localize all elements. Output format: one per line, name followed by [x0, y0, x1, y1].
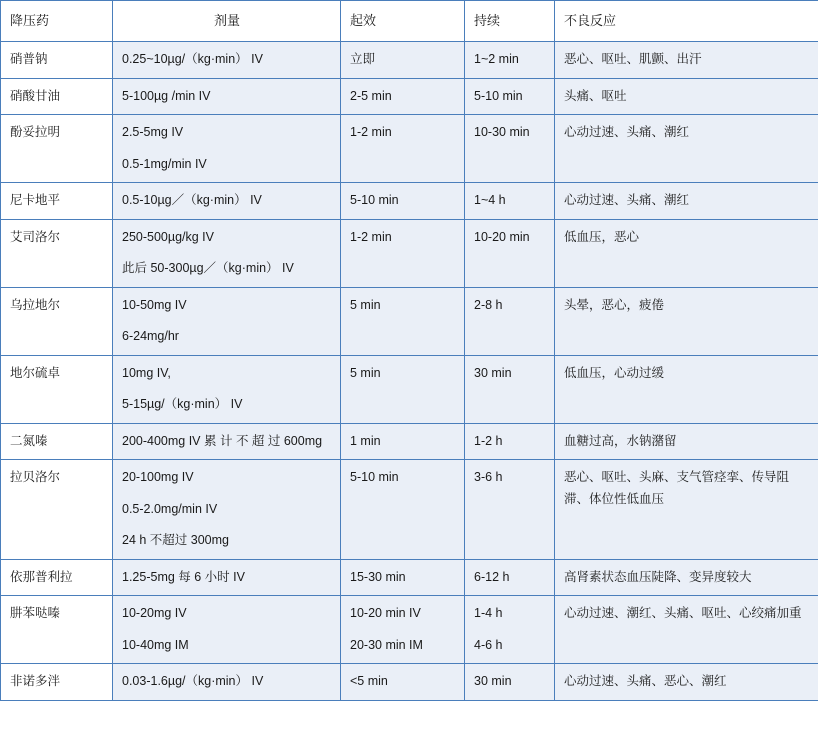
- cell-duration: [465, 219, 555, 287]
- cell-adverse: [555, 183, 818, 220]
- cell-dose-line: 200-400mg IV 累 计 不 超 过 600mg: [122, 433, 323, 448]
- cell-duration-line: 1~2 min: [474, 52, 519, 67]
- table-row: [1, 287, 818, 355]
- cell-dose: [113, 596, 341, 664]
- cell-duration-line: 30 min: [474, 365, 512, 380]
- cell-dose: [113, 42, 341, 79]
- cell-adverse: [555, 355, 818, 423]
- table-row: [1, 664, 818, 701]
- cell-dose: [113, 423, 341, 460]
- cell-adverse-line: 头晕，恶心，疲倦: [564, 297, 665, 312]
- cell-onset: [341, 78, 465, 115]
- cell-adverse-line: 血糖过高，水钠潴留: [564, 433, 677, 448]
- cell-drug: 地尔硫卓: [1, 355, 113, 423]
- column-header-adverse: 不良反应: [555, 1, 818, 42]
- cell-onset: [341, 596, 465, 664]
- cell-duration-line: 5-10 min: [474, 88, 523, 103]
- table-row: [1, 183, 818, 220]
- cell-onset-line: 5 min: [350, 297, 381, 312]
- cell-duration: [465, 115, 555, 183]
- cell-duration-line: 6-12 h: [474, 569, 510, 584]
- cell-onset: [341, 355, 465, 423]
- cell-duration-line: 10-30 min: [474, 125, 530, 140]
- cell-dose-line: 24 h 不超过 300mg: [122, 533, 229, 548]
- cell-onset-line: 15-30 min: [350, 569, 406, 584]
- cell-adverse-line: 心动过速、头痛、恶心、潮红: [564, 674, 727, 689]
- cell-dose-line: 2.5-5mg IV: [122, 125, 184, 140]
- cell-adverse: [555, 78, 818, 115]
- cell-adverse: [555, 219, 818, 287]
- table-body: [1, 42, 818, 701]
- cell-onset: [341, 115, 465, 183]
- cell-onset: [341, 460, 465, 560]
- cell-onset-line: 1 min: [350, 433, 381, 448]
- cell-dose-line: 此后 50-300µg／（kg·min） IV: [122, 261, 294, 276]
- cell-duration: [465, 287, 555, 355]
- cell-drug: 乌拉地尔: [1, 287, 113, 355]
- table-row: [1, 355, 818, 423]
- cell-adverse: [555, 664, 818, 701]
- column-header-onset: 起效: [341, 1, 465, 42]
- cell-duration-line: 1~4 h: [474, 193, 506, 208]
- cell-onset-line: 1-2 min: [350, 125, 392, 140]
- cell-onset: [341, 664, 465, 701]
- cell-adverse-line: 头痛、呕吐: [564, 88, 627, 103]
- cell-duration-line: 10-20 min: [474, 229, 530, 244]
- cell-onset-line: 10-20 min IV: [350, 606, 421, 621]
- cell-duration-line: 3-6 h: [474, 470, 503, 485]
- cell-dose-line: 0.5-2.0mg/min IV: [122, 501, 218, 516]
- cell-dose-line: 5-100µg /min IV: [122, 88, 211, 103]
- cell-drug: 硝普钠: [1, 42, 113, 79]
- cell-duration-line: 4-6 h: [474, 637, 503, 652]
- cell-drug: 尼卡地平: [1, 183, 113, 220]
- cell-onset-line: 5-10 min: [350, 470, 399, 485]
- cell-drug: 酚妥拉明: [1, 115, 113, 183]
- cell-adverse-line: 恶心、呕吐、头麻、支气管痉挛、传导阻滞、体位性低血压: [564, 470, 790, 506]
- cell-adverse: [555, 115, 818, 183]
- cell-dose: [113, 559, 341, 596]
- cell-dose-line: 10-20mg IV: [122, 606, 187, 621]
- cell-duration: [465, 460, 555, 560]
- cell-adverse-line: 心动过速、头痛、潮红: [564, 193, 690, 208]
- cell-duration-line: 1-2 h: [474, 433, 503, 448]
- cell-onset: [341, 559, 465, 596]
- cell-onset-line: 立即: [350, 52, 376, 67]
- cell-dose: [113, 664, 341, 701]
- column-header-dose: 剂量: [113, 1, 341, 42]
- cell-dose-line: 0.25~10µg/（kg·min） IV: [122, 52, 263, 67]
- cell-adverse-line: 低血压，恶心: [564, 229, 640, 244]
- cell-duration-line: 1-4 h: [474, 606, 503, 621]
- cell-dose: [113, 115, 341, 183]
- cell-drug: 艾司洛尔: [1, 219, 113, 287]
- cell-onset-line: 5-10 min: [350, 193, 399, 208]
- table-row: [1, 559, 818, 596]
- cell-duration: [465, 423, 555, 460]
- cell-drug: 肼苯哒嗪: [1, 596, 113, 664]
- cell-dose: [113, 287, 341, 355]
- cell-dose: [113, 78, 341, 115]
- cell-duration: [465, 42, 555, 79]
- cell-dose-line: 0.5-1mg/min IV: [122, 156, 207, 171]
- cell-onset: [341, 219, 465, 287]
- cell-onset: [341, 287, 465, 355]
- cell-adverse: [555, 42, 818, 79]
- cell-dose: [113, 183, 341, 220]
- cell-adverse-line: 恶心、呕吐、肌颤、出汗: [564, 52, 702, 67]
- table-row: [1, 219, 818, 287]
- cell-onset-line: 2-5 min: [350, 88, 392, 103]
- cell-duration: [465, 78, 555, 115]
- cell-adverse: [555, 596, 818, 664]
- cell-drug: 拉贝洛尔: [1, 460, 113, 560]
- cell-onset: [341, 42, 465, 79]
- cell-drug: 非诺多泮: [1, 664, 113, 701]
- cell-adverse: [555, 287, 818, 355]
- cell-adverse: [555, 559, 818, 596]
- cell-onset-line: 1-2 min: [350, 229, 392, 244]
- table-row: [1, 78, 818, 115]
- cell-onset-line: 5 min: [350, 365, 381, 380]
- cell-dose-line: 0.5-10µg／（kg·min） IV: [122, 193, 262, 208]
- cell-duration: [465, 596, 555, 664]
- cell-adverse-line: 低血压，心动过缓: [564, 365, 665, 380]
- table-header: [1, 1, 818, 42]
- cell-dose-line: 10-50mg IV: [122, 297, 187, 312]
- column-header-duration: 持续: [465, 1, 555, 42]
- cell-onset-line: <5 min: [350, 674, 388, 689]
- cell-onset: [341, 183, 465, 220]
- cell-dose-line: 1.25-5mg 每 6 小时 IV: [122, 569, 245, 584]
- cell-duration-line: 30 min: [474, 674, 512, 689]
- cell-dose: [113, 219, 341, 287]
- cell-adverse: [555, 460, 818, 560]
- cell-duration: [465, 559, 555, 596]
- cell-adverse: [555, 423, 818, 460]
- cell-onset: [341, 423, 465, 460]
- table-row: [1, 460, 818, 560]
- column-header-drug: 降压药: [1, 1, 113, 42]
- table-row: [1, 423, 818, 460]
- table-row: [1, 42, 818, 79]
- cell-onset-line: 20-30 min IM: [350, 637, 423, 652]
- cell-drug: 依那普利拉: [1, 559, 113, 596]
- table-row: [1, 596, 818, 664]
- cell-adverse-line: 高肾素状态血压陡降、变异度较大: [564, 569, 752, 584]
- cell-adverse-line: 心动过速、头痛、潮红: [564, 125, 690, 140]
- cell-dose-line: 0.03-1.6µg/（kg·min） IV: [122, 674, 264, 689]
- cell-drug: 二氮嗪: [1, 423, 113, 460]
- cell-dose-line: 5-15µg/（kg·min） IV: [122, 397, 243, 412]
- cell-dose-line: 250-500µg/kg IV: [122, 229, 214, 244]
- cell-drug: 硝酸甘油: [1, 78, 113, 115]
- cell-duration-line: 2-8 h: [474, 297, 503, 312]
- cell-dose-line: 20-100mg IV: [122, 470, 194, 485]
- table-row: [1, 115, 818, 183]
- cell-dose-line: 10mg IV,: [122, 365, 171, 380]
- cell-dose-line: 6-24mg/hr: [122, 329, 179, 344]
- cell-dose: [113, 355, 341, 423]
- cell-duration: [465, 355, 555, 423]
- cell-duration: [465, 183, 555, 220]
- table-header-row: [1, 1, 818, 42]
- cell-dose-line: 10-40mg IM: [122, 637, 189, 652]
- cell-adverse-line: 心动过速、潮红、头痛、呕吐、心绞痛加重: [564, 606, 802, 621]
- cell-duration: [465, 664, 555, 701]
- cell-dose: [113, 460, 341, 560]
